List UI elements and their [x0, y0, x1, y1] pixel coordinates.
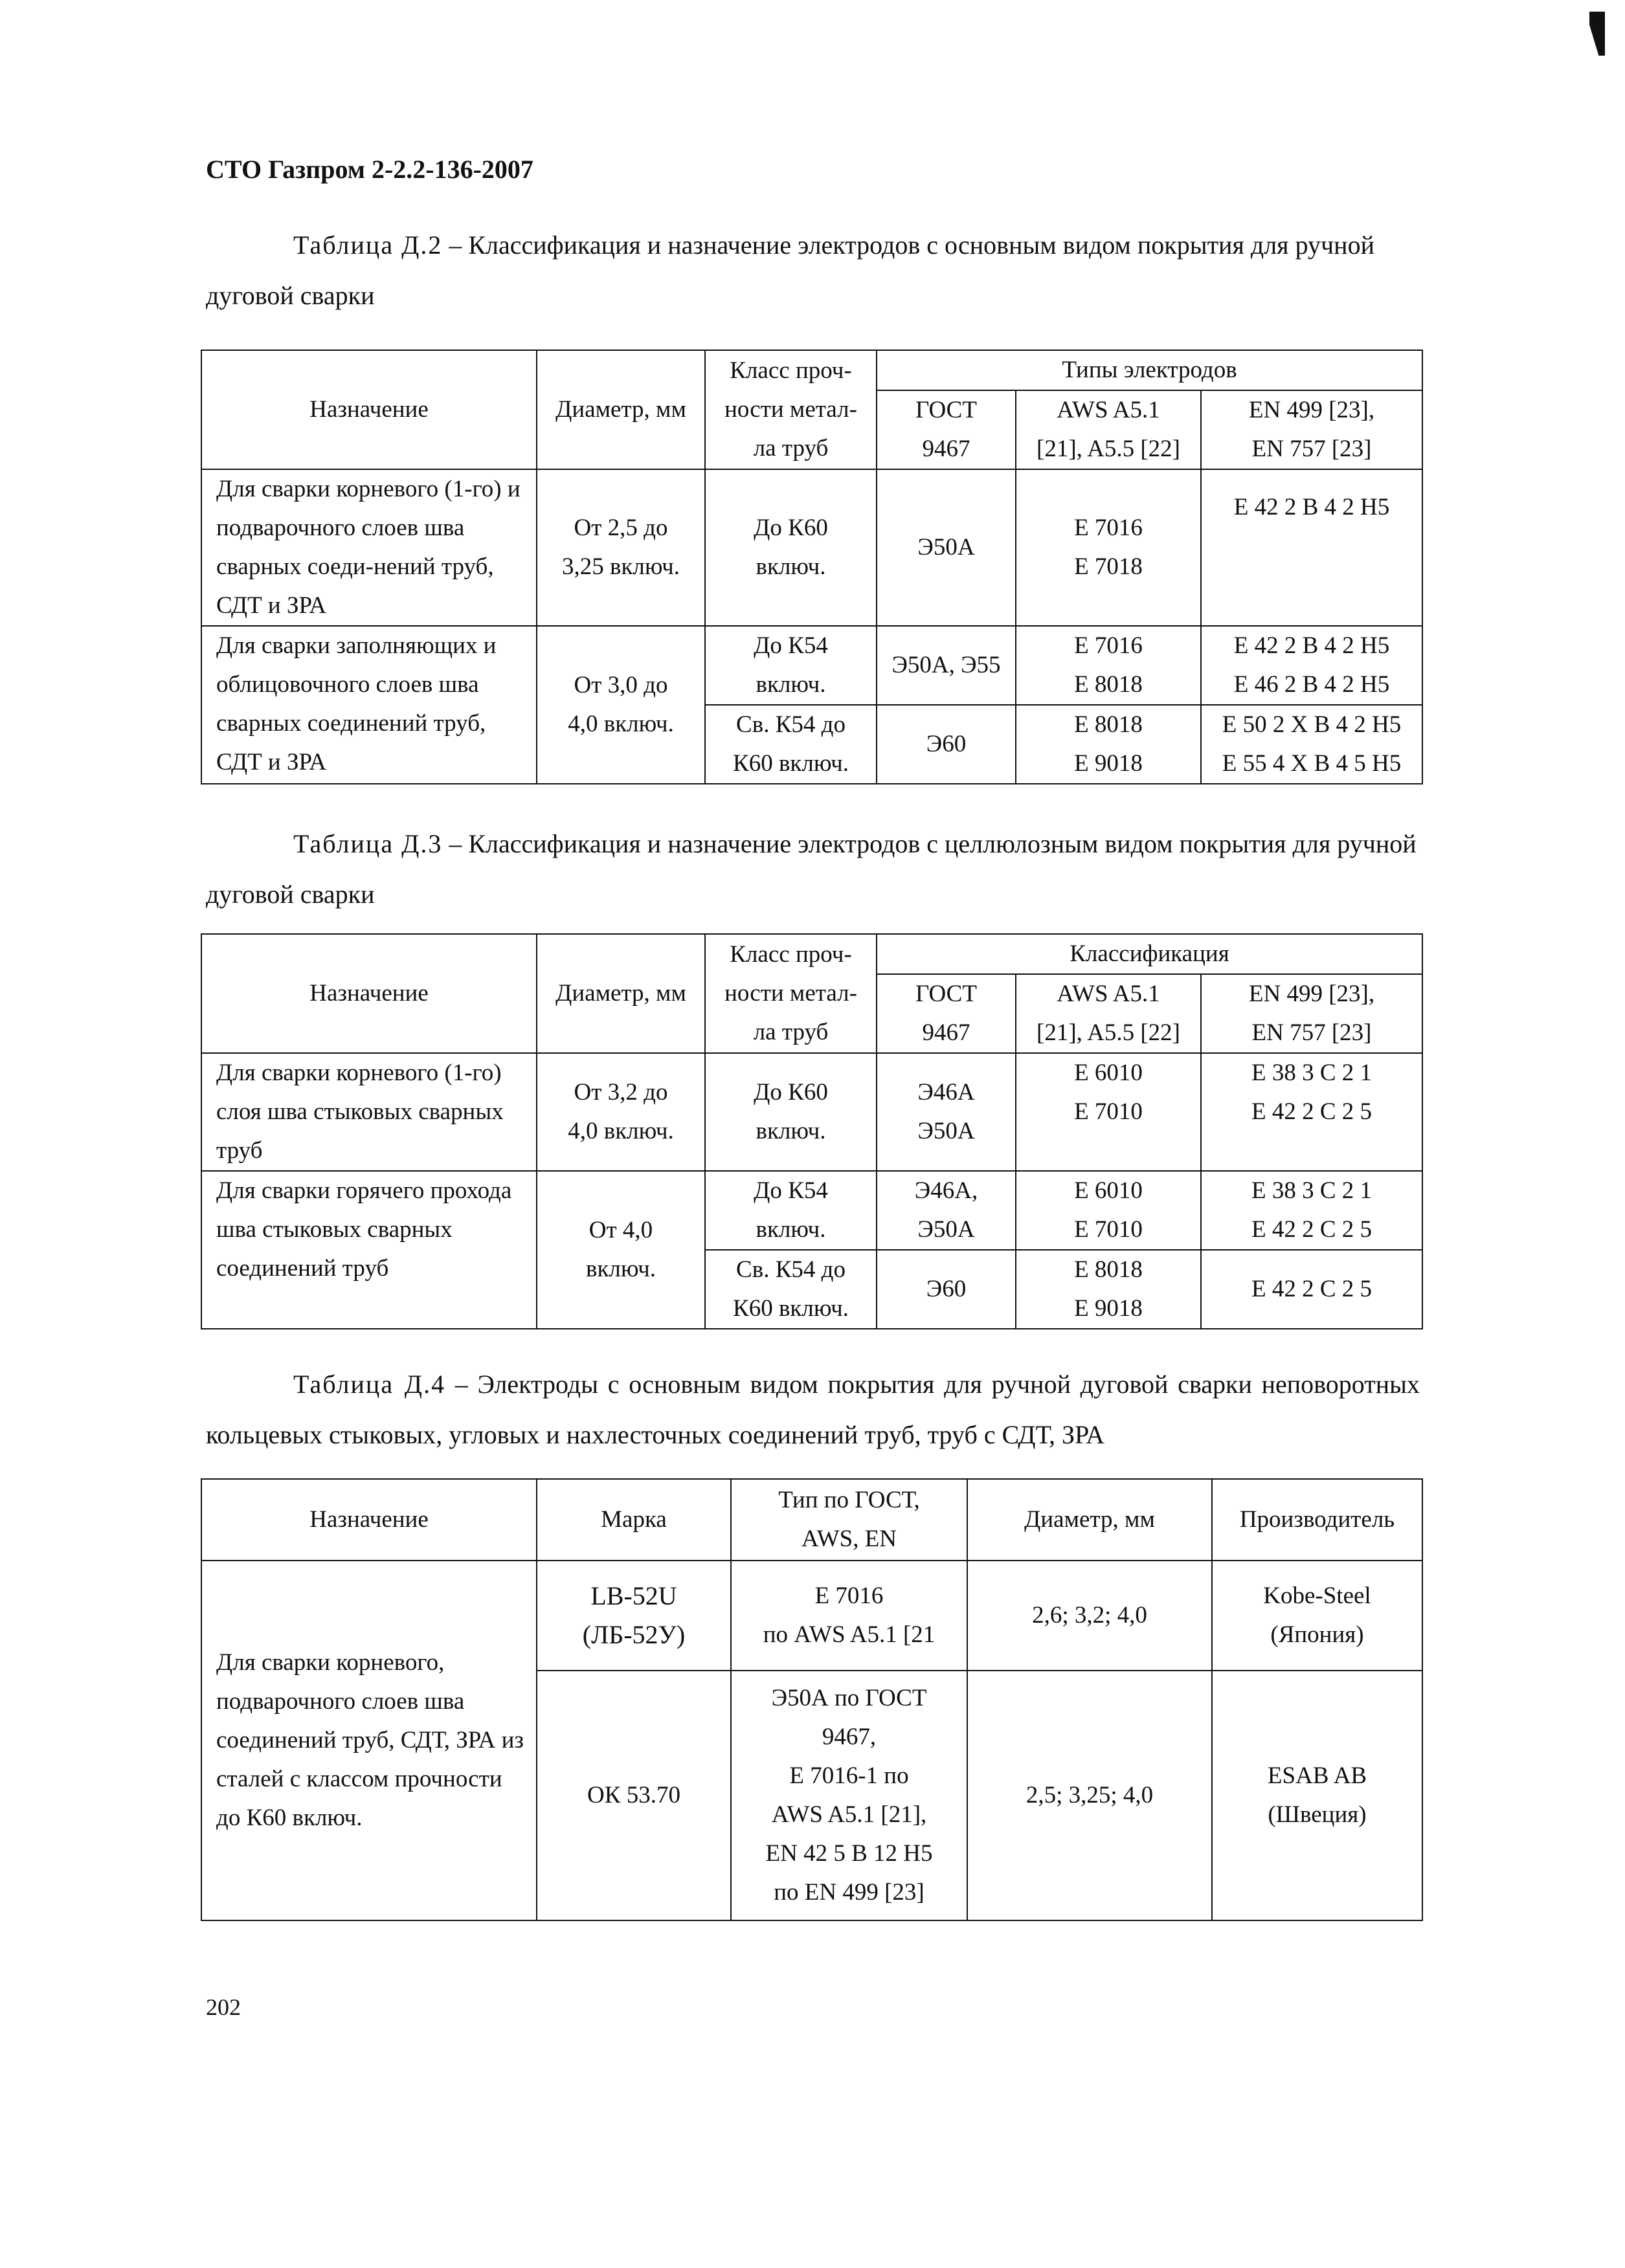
header-purpose: Назначение: [201, 934, 537, 1053]
table-header-row: [201, 1479, 1422, 1561]
cell-diameter: 2,6; 3,2; 4,0: [967, 1561, 1212, 1671]
cell-aws: Е 6010 Е 7010: [1016, 1171, 1201, 1250]
document-id: СТО Газпром 2-2.2-136-2007: [206, 155, 533, 184]
table-d4: [201, 1478, 1423, 1921]
header-diameter: Диаметр, мм: [967, 1479, 1212, 1561]
cell-purpose: Для сварки корневого (1-го) и подварочного слоев шва сварных соеди-нений труб, СДТ и ЗРА: [201, 469, 537, 626]
cell-aws: Е 7016 Е 7018: [1016, 469, 1201, 626]
cell-strength-class: Св. К54 до К60 включ.: [705, 705, 877, 784]
cell-diameter: От 3,0 до 4,0 включ.: [537, 626, 705, 784]
cell-strength-class: Св. К54 до К60 включ.: [705, 1250, 877, 1329]
header-electrode-types: Типы электродов: [877, 350, 1422, 390]
header-classification: Классификация: [877, 934, 1422, 974]
cell-gost: Э50А, Э55: [877, 626, 1016, 705]
table-header-row: [201, 934, 1422, 974]
cell-en: Е 42 2 В 4 2 Н5: [1201, 469, 1422, 626]
page-number: 202: [206, 1994, 241, 2020]
table-row: [201, 1053, 1422, 1171]
table-d4-title: – Электроды с основным видом покрытия для ручной дуговой сварки неповоротных кольцевых стыковых, угловых и нахлесточных соединений труб, труб с СДТ, ЗРА: [206, 1370, 1420, 1449]
table-row: [201, 1561, 1422, 1671]
table-d3-caption: [206, 819, 1420, 920]
cell-strength-class: До К54 включ.: [705, 1171, 877, 1250]
cell-purpose: Для сварки горячего прохода шва стыковых сварных соединений труб: [201, 1171, 537, 1329]
header-aws: AWS A5.1 [21], A5.5 [22]: [1016, 390, 1201, 469]
cell-aws: Е 8018 Е 9018: [1016, 1250, 1201, 1329]
header-gost: ГОСТ 9467: [877, 974, 1016, 1053]
header-purpose: Назначение: [201, 350, 537, 469]
header-purpose: Назначение: [201, 1479, 537, 1561]
header-strength-class: Класс проч- ности метал- ла труб: [705, 350, 877, 469]
header-en: EN 499 [23], EN 757 [23]: [1201, 390, 1422, 469]
header-aws: AWS A5.1 [21], A5.5 [22]: [1016, 974, 1201, 1053]
header-en: EN 499 [23], EN 757 [23]: [1201, 974, 1422, 1053]
cell-diameter: От 3,2 до 4,0 включ.: [537, 1053, 705, 1171]
header-diameter: Диаметр, мм: [537, 350, 705, 469]
cell-en: Е 42 2 В 4 2 Н5 Е 46 2 В 4 2 Н5: [1201, 626, 1422, 705]
table-d2-label: Таблица Д.2: [293, 230, 443, 260]
cell-en: Е 42 2 С 2 5: [1201, 1250, 1422, 1329]
cell-strength-class: До К54 включ.: [705, 626, 877, 705]
cell-manufacturer: Kobe-Steel (Япония): [1212, 1561, 1422, 1671]
table-row: [201, 626, 1422, 705]
cell-brand: LB-52U (ЛБ-52У): [537, 1561, 731, 1671]
corner-scan-mark: [1589, 12, 1605, 56]
cell-gost: Э60: [877, 1250, 1016, 1329]
cell-gost: Э50А: [877, 469, 1016, 626]
cell-brand: ОК 53.70: [537, 1671, 731, 1920]
header-type: Тип по ГОСТ, AWS, EN: [731, 1479, 967, 1561]
table-d2-title: – Классификация и назначение электродов с основным видом покрытия для ручной дуговой сварки: [206, 230, 1374, 310]
header-strength-class: Класс проч- ности метал- ла труб: [705, 934, 877, 1053]
cell-type: Э50А по ГОСТ 9467, Е 7016-1 по AWS A5.1 [21], EN 42 5 В 12 Н5 по EN 499 [23]: [731, 1671, 967, 1920]
table-row: [201, 1171, 1422, 1250]
header-diameter: Диаметр, мм: [537, 934, 705, 1053]
cell-strength-class: До К60 включ.: [705, 1053, 877, 1171]
table-d4-label: Таблица Д.4: [293, 1370, 446, 1399]
cell-aws: Е 7016 Е 8018: [1016, 626, 1201, 705]
cell-gost: Э46А Э50А: [877, 1053, 1016, 1171]
cell-gost: Э60: [877, 705, 1016, 784]
table-header-row: [201, 350, 1422, 390]
cell-strength-class: До К60 включ.: [705, 469, 877, 626]
table-d3-title: – Классификация и назначение электродов с целлюлозным видом покрытия для ручной дуговой сварки: [206, 829, 1417, 909]
table-d2: [201, 350, 1423, 784]
cell-gost: Э46А, Э50А: [877, 1171, 1016, 1250]
header-brand: Марка: [537, 1479, 731, 1561]
cell-diameter: От 4,0 включ.: [537, 1171, 705, 1329]
cell-purpose: Для сварки заполняющих и облицовочного слоев шва сварных соединений труб, СДТ и ЗРА: [201, 626, 537, 784]
cell-purpose: Для сварки корневого, подварочного слоев шва соединений труб, СДТ, ЗРА из сталей с классом прочности до К60 включ.: [201, 1561, 537, 1920]
table-d3: [201, 933, 1423, 1329]
cell-en: Е 50 2 Х В 4 2 Н5 Е 55 4 Х В 4 5 Н5: [1201, 705, 1422, 784]
table-d4-caption: [206, 1359, 1420, 1460]
cell-purpose: Для сварки корневого (1-го) слоя шва стыковых сварных труб: [201, 1053, 537, 1171]
table-d3-label: Таблица Д.3: [293, 829, 443, 858]
cell-manufacturer: ESAB AB (Швеция): [1212, 1671, 1422, 1920]
cell-en: Е 38 3 С 2 1 Е 42 2 С 2 5: [1201, 1171, 1422, 1250]
cell-aws: Е 6010 Е 7010: [1016, 1053, 1201, 1171]
table-row: [201, 469, 1422, 626]
header-gost: ГОСТ 9467: [877, 390, 1016, 469]
cell-type: Е 7016 по AWS A5.1 [21: [731, 1561, 967, 1671]
header-manufacturer: Производитель: [1212, 1479, 1422, 1561]
cell-diameter: 2,5; 3,25; 4,0: [967, 1671, 1212, 1920]
cell-aws: Е 8018 Е 9018: [1016, 705, 1201, 784]
cell-en: Е 38 3 С 2 1 Е 42 2 С 2 5: [1201, 1053, 1422, 1171]
cell-diameter: От 2,5 до 3,25 включ.: [537, 469, 705, 626]
table-d2-caption: [206, 220, 1420, 321]
